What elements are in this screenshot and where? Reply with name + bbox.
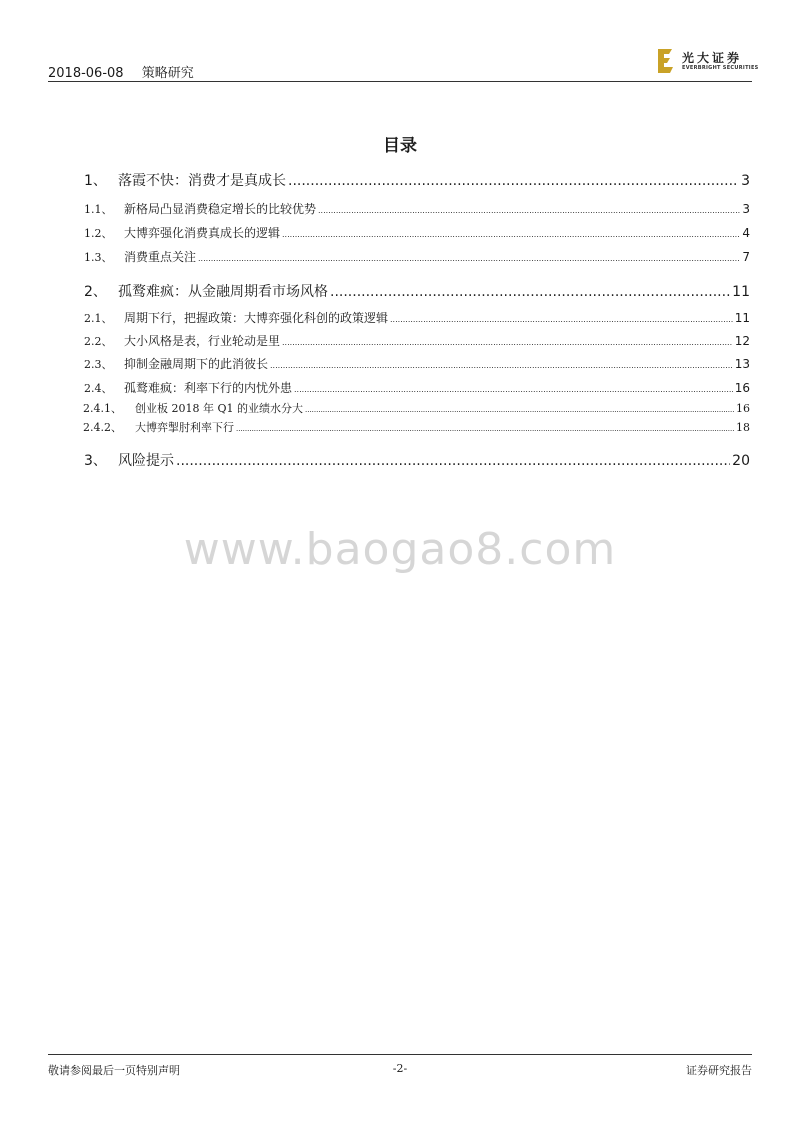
toc-entry[interactable] bbox=[84, 224, 750, 241]
logo-english-name: EVERBRIGHT SECURITIES bbox=[682, 65, 759, 71]
watermark: www.baogao8.com bbox=[183, 524, 617, 575]
toc-entry[interactable] bbox=[83, 419, 750, 435]
toc-leader bbox=[198, 254, 740, 263]
toc-leader bbox=[288, 173, 739, 189]
toc-entry-number: 2.4.1、 bbox=[83, 402, 122, 415]
toc-entry-page: 11 bbox=[734, 311, 750, 325]
toc-entry-number: 2.4、 bbox=[84, 382, 113, 395]
report-category: 策略研究 bbox=[141, 66, 194, 81]
everbright-logo bbox=[656, 48, 759, 76]
toc-entry[interactable] bbox=[84, 200, 750, 217]
toc-leader bbox=[294, 385, 733, 394]
toc-entry-label: 孤鹜难疯：利率下行的内忧外患 bbox=[124, 381, 293, 395]
toc-leader bbox=[330, 284, 730, 300]
page-footer bbox=[48, 1054, 752, 1084]
toc-entry-page: 20 bbox=[732, 453, 750, 469]
toc-entry-number: 1、 bbox=[84, 173, 107, 189]
toc-entry-number: 2.2、 bbox=[84, 335, 113, 348]
toc-entry-number: 2.3、 bbox=[84, 358, 113, 371]
toc-entry[interactable] bbox=[84, 379, 750, 396]
toc-entry-number: 2.1、 bbox=[84, 312, 113, 325]
toc-entry-page: 16 bbox=[736, 402, 750, 415]
toc-entry-page: 16 bbox=[734, 381, 750, 395]
toc-entry-number: 2、 bbox=[84, 284, 107, 300]
toc-entry-label: 风险提示 bbox=[118, 453, 174, 469]
toc-entry-number: 2.4.2、 bbox=[83, 421, 122, 434]
toc-entry-number: 3、 bbox=[84, 453, 107, 469]
toc-entry[interactable] bbox=[83, 400, 750, 416]
toc-entry-label: 创业板 2018 年 Q1 的业绩水分大 bbox=[135, 402, 303, 415]
header-info bbox=[48, 62, 208, 81]
toc-leader bbox=[305, 406, 734, 414]
toc-leader bbox=[282, 338, 733, 347]
toc-entry-page: 18 bbox=[736, 421, 750, 434]
toc-leader bbox=[176, 453, 730, 469]
toc-entry-page: 12 bbox=[734, 334, 750, 348]
toc-entry-label: 新格局凸显消费稳定增长的比较优势 bbox=[124, 202, 317, 216]
toc-entry-label: 大博弈强化消费真成长的逻辑 bbox=[124, 226, 281, 240]
toc-entry[interactable] bbox=[84, 332, 750, 349]
toc-entry-page: 3 bbox=[741, 173, 750, 189]
toc-entry-label: 孤鹜难疯：从金融周期看市场风格 bbox=[118, 284, 328, 300]
toc-entry-page: 11 bbox=[732, 284, 750, 300]
toc-entry-label: 消费重点关注 bbox=[124, 250, 197, 264]
toc-leader bbox=[236, 425, 734, 433]
toc-leader bbox=[282, 230, 740, 239]
page-number: -2- bbox=[392, 1062, 408, 1075]
toc-entry[interactable] bbox=[84, 355, 750, 372]
toc-leader bbox=[318, 206, 740, 215]
toc-entry-label: 大小风格是表，行业轮动是里 bbox=[124, 334, 281, 348]
toc-entry-label: 周期下行，把握政策：大博弈强化科创的政策逻辑 bbox=[124, 311, 389, 325]
toc-entry[interactable] bbox=[84, 450, 750, 470]
toc-entry-page: 4 bbox=[742, 226, 750, 240]
page-header bbox=[48, 44, 759, 82]
toc-entry-label: 抑制金融周期下的此消彼长 bbox=[124, 357, 269, 371]
header-divider bbox=[48, 81, 752, 82]
toc-entry[interactable] bbox=[84, 309, 750, 326]
toc-entry[interactable] bbox=[84, 248, 750, 265]
everbright-logo-icon bbox=[656, 48, 676, 74]
toc-entry-page: 7 bbox=[742, 250, 750, 264]
toc-entry-number: 1.1、 bbox=[84, 203, 113, 216]
footer-disclaimer: 敬请参阅最后一页特别声明 bbox=[48, 1064, 180, 1077]
toc-entry-page: 3 bbox=[742, 202, 750, 216]
footer-report-type: 证券研究报告 bbox=[686, 1064, 752, 1077]
toc-entry[interactable] bbox=[84, 281, 750, 301]
toc-leader bbox=[270, 361, 733, 370]
toc-entry-number: 1.2、 bbox=[84, 227, 113, 240]
toc-entry-label: 大博弈掣肘利率下行 bbox=[135, 421, 234, 434]
toc-leader bbox=[390, 315, 733, 324]
footer-divider bbox=[48, 1054, 752, 1055]
report-date: 2018-06-08 bbox=[48, 66, 124, 81]
toc-entry-label: 落霞不快：消费才是真成长 bbox=[118, 173, 286, 189]
toc-entry-page: 13 bbox=[734, 357, 750, 371]
logo-chinese-name: 光大证券 bbox=[682, 51, 743, 65]
toc-entry[interactable] bbox=[84, 170, 750, 190]
toc-title: 目录 bbox=[383, 136, 417, 156]
toc-entry-number: 1.3、 bbox=[84, 251, 113, 264]
